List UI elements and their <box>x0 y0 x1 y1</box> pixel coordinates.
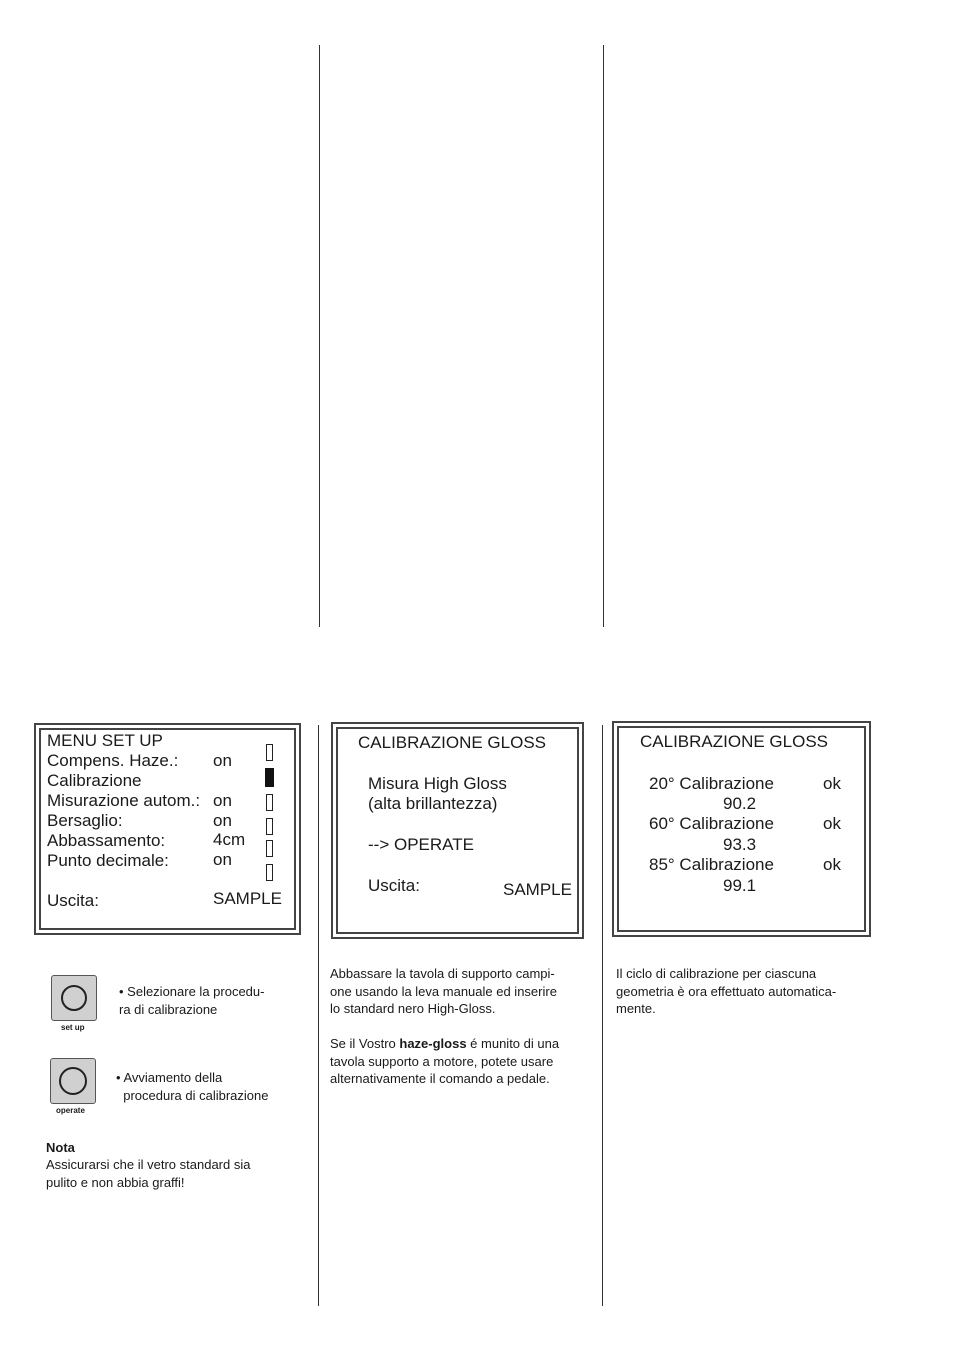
note-text: Assicurarsi che il vetro standard sia pulito e non abbia graffi! <box>46 1157 251 1190</box>
exit-label: Uscita: <box>368 876 420 895</box>
menu-row-value: on <box>213 811 232 830</box>
setup-menu-display <box>34 723 301 935</box>
menu-row-marker-selected <box>265 768 274 787</box>
calibration-result-display <box>612 721 871 937</box>
setup-button-icon <box>61 985 87 1011</box>
calibration-entry-status: ok <box>823 855 841 874</box>
calibration-entry-label: 85° Calibrazione <box>649 855 774 874</box>
calibration-entry-value: 93.3 <box>723 835 757 854</box>
calibration-entry-value: 90.2 <box>723 794 757 813</box>
calibration-prompt-line: (alta brillantezza) <box>368 794 498 813</box>
menu-row-value: on <box>213 751 232 770</box>
calibration-entry-label: 60° Calibrazione <box>649 814 774 833</box>
menu-row-marker-empty <box>266 794 273 811</box>
calibration-entry-value: 99.1 <box>723 876 757 895</box>
setup-button[interactable] <box>51 975 97 1021</box>
divider-bottom-right <box>602 725 603 1306</box>
menu-row-label: Misurazione autom.: <box>47 791 201 810</box>
calibration-result-title: CALIBRAZIONE GLOSS <box>640 732 828 751</box>
setup-menu-title: MENU SET UP <box>47 731 163 750</box>
menu-row-value: 4cm <box>213 830 246 849</box>
menu-row-label: Punto decimale: <box>47 851 169 870</box>
menu-row-marker-empty <box>266 744 273 761</box>
calibration-entry-label: 20° Calibrazione <box>649 774 774 793</box>
operate-instruction: • Avviamento della procedura di calibrazione <box>116 1070 269 1103</box>
menu-row-label: Calibrazione <box>47 771 142 790</box>
operate-button-icon <box>59 1067 87 1095</box>
note-title: Nota <box>46 1140 75 1155</box>
calibration-prompt-line: Misura High Gloss <box>368 774 507 793</box>
menu-row-value: on <box>213 850 232 869</box>
menu-row-value: on <box>213 791 232 810</box>
calibration-prompt-display <box>331 722 584 939</box>
calibration-entry-status: ok <box>823 774 841 793</box>
setup-button-caption: set up <box>61 1023 85 1032</box>
exit-label: Uscita: <box>47 891 99 910</box>
panel3-paragraph-1: Il ciclo di calibrazione per ciascuna geometria è ora effettuato automatica- mente. <box>616 966 837 1016</box>
menu-row-marker-empty <box>266 864 273 881</box>
panel2-paragraph-1: Abbassare la tavola di supporto campi- one usando la leva manuale ed inserire lo standard nero High-Gloss. <box>330 966 557 1016</box>
exit-value: SAMPLE <box>503 880 572 899</box>
menu-row-label: Compens. Haze.: <box>47 751 179 770</box>
divider-top-right <box>603 45 604 627</box>
menu-row-marker-empty <box>266 840 273 857</box>
menu-row-label: Abbassamento: <box>47 831 166 850</box>
operate-button[interactable] <box>50 1058 96 1104</box>
calibration-prompt-title: CALIBRAZIONE GLOSS <box>358 733 546 752</box>
operate-button-caption: operate <box>56 1106 85 1115</box>
menu-row-label: Bersaglio: <box>47 811 123 830</box>
calibration-prompt-operate: --> OPERATE <box>368 835 474 854</box>
panel2-paragraph-2: Se il Vostro haze-gloss é munito di una tavola supporto a motore, potete usare alternativamente il comando a pedale. <box>330 1036 560 1086</box>
exit-value: SAMPLE <box>213 889 282 908</box>
calibration-prompt-frame <box>336 727 579 934</box>
divider-bottom-left <box>318 725 319 1306</box>
menu-row-marker-empty <box>266 818 273 835</box>
setup-instruction: • Selezionare la procedu- ra di calibrazione <box>119 984 265 1017</box>
divider-top-left <box>319 45 320 627</box>
calibration-entry-status: ok <box>823 814 841 833</box>
